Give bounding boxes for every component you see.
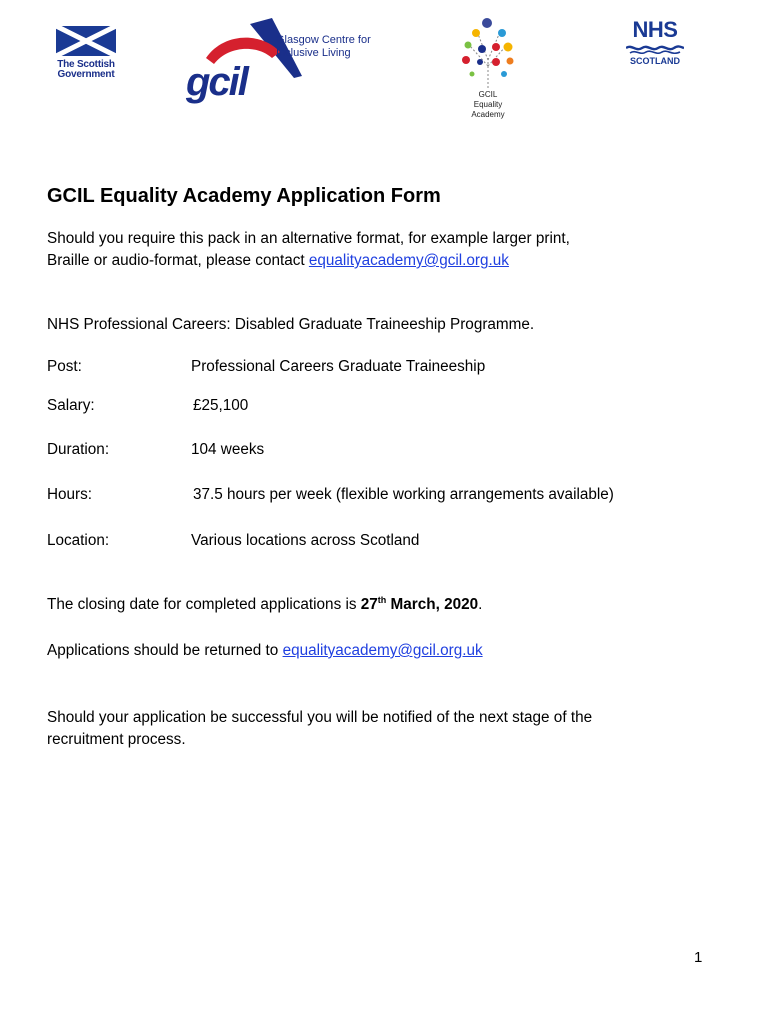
hours-label: Hours: [47, 486, 93, 503]
academy-caption-line3: Academy [471, 110, 505, 119]
closing-date-value [361, 596, 478, 613]
gcil-subtitle [276, 34, 371, 60]
hours-value: 37.5 hours per week (flexible working arrangements available) [193, 486, 614, 503]
success-line1: Should your application be successful you will be notified of the next stage of the [47, 709, 593, 726]
wave-icon [626, 44, 684, 54]
gcil-subtitle-line2: Inclusive Living [276, 47, 351, 59]
return-email-link[interactable]: equalityacademy@gcil.org.uk [282, 642, 483, 659]
page-number: 1 [694, 949, 703, 966]
sg-line1: The Scottish [57, 59, 115, 70]
academy-caption [456, 90, 520, 120]
equality-academy-logo [456, 16, 520, 124]
contact-email-link[interactable]: equalityacademy@gcil.org.uk [308, 252, 509, 269]
academy-caption-line2: Equality [473, 100, 503, 109]
salary-value: £25,100 [193, 397, 249, 414]
salary-label: Salary: [47, 397, 95, 414]
closing-month-year: March, 2020 [390, 596, 479, 613]
scottish-government-logo [54, 26, 118, 82]
duration-label: Duration: [47, 441, 110, 458]
success-paragraph [47, 707, 592, 751]
sg-line2: Government [57, 69, 115, 80]
closing-period: . [478, 596, 483, 613]
closing-day-suffix: th [377, 594, 387, 605]
intro-line2-text: Braille or audio-format, please contact [47, 252, 305, 269]
intro-line1: Should you require this pack in an alternative format, for example larger print, [47, 230, 570, 247]
intro-paragraph [47, 228, 727, 272]
location-value: Various locations across Scotland [191, 532, 420, 549]
nhs-scotland-logo [622, 18, 688, 72]
nhs-scotland-label: SCOTLAND [630, 56, 680, 66]
success-line2: recruitment process. [47, 731, 186, 748]
closing-day: 27 [360, 596, 378, 613]
location-label: Location: [47, 532, 110, 549]
return-line [47, 640, 483, 662]
post-value: Professional Careers Graduate Traineeship [191, 358, 486, 375]
closing-date-line [47, 594, 482, 616]
nhs-wordmark: NHS [632, 17, 678, 42]
intro-line2 [47, 250, 727, 272]
programme-name: NHS Professional Careers: Disabled Graduate Traineeship Programme. [47, 316, 535, 333]
closing-date-text: The closing date for completed applications is [47, 596, 357, 613]
page-title: GCIL Equality Academy Application Form [47, 185, 441, 207]
duration-value: 104 weeks [191, 441, 265, 458]
academy-caption-line1: GCIL [478, 90, 498, 99]
saltire-flag-icon [56, 26, 120, 56]
gcil-wordmark: gcil [186, 60, 247, 104]
post-label: Post: [47, 358, 82, 375]
return-text: Applications should be returned to [47, 642, 279, 659]
gcil-logo [184, 18, 394, 104]
gcil-subtitle-line1: Glasgow Centre for [276, 34, 371, 46]
tree-icon [456, 16, 520, 90]
